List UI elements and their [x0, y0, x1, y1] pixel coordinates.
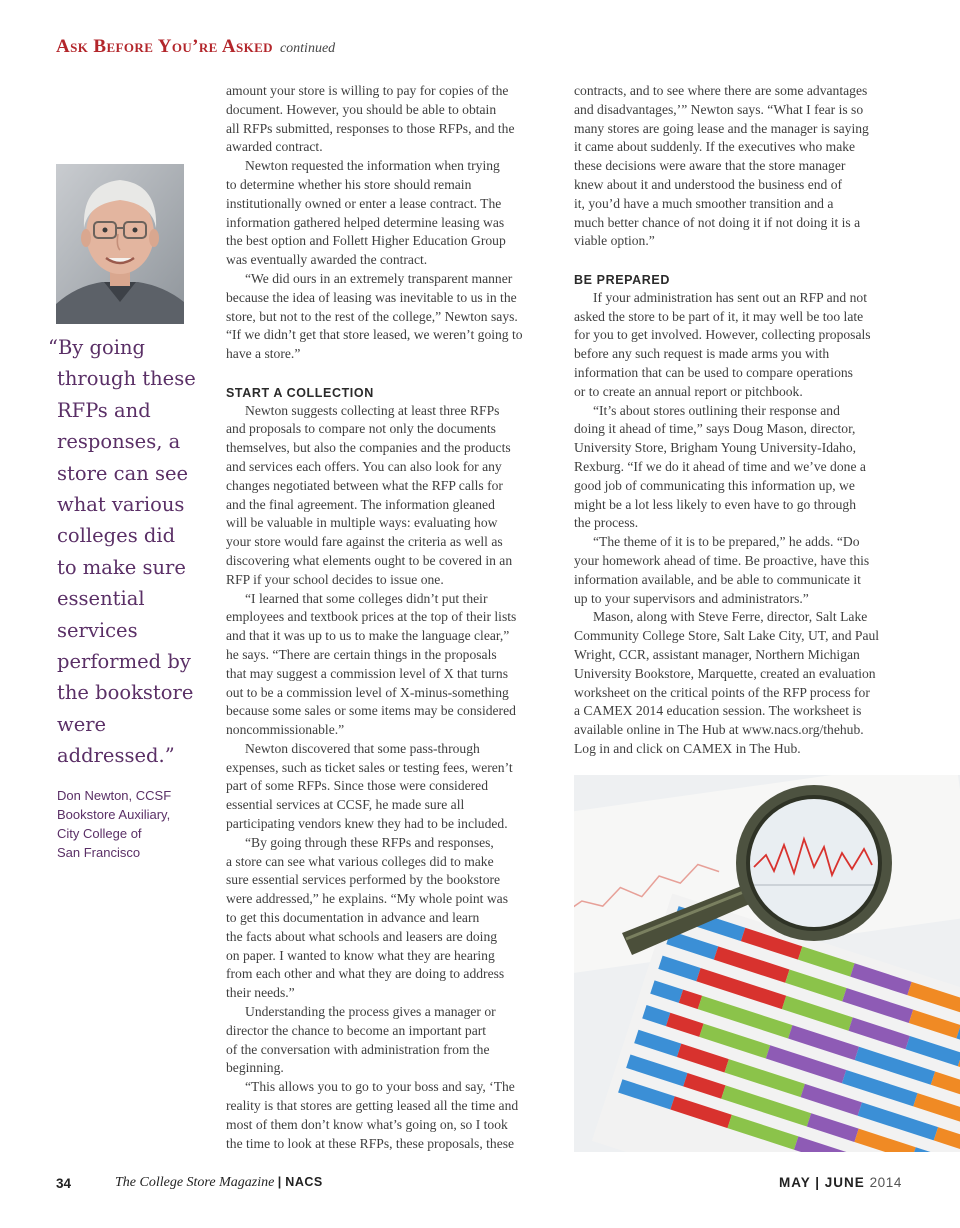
body-text-line: information gathered helped determine leasing was [226, 214, 505, 230]
pull-quote-line: colleges did [57, 524, 176, 548]
body-text-line: and the final agreement. The information gleaned [226, 496, 495, 512]
body-text-line: on paper. I wanted to know what they are hearing [226, 947, 495, 963]
body-text-line: the time to look at these RFPs, these proposals, these [226, 1135, 515, 1151]
body-text-line: noncommissionable.” [226, 722, 345, 738]
body-text-line: worksheet on the critical points of the RFP process for [574, 684, 870, 700]
pull-quote-line: performed by [57, 650, 191, 674]
attribution-line: Don Newton, CCSF [57, 788, 172, 803]
body-text-line: up to your supervisors and administrators.” [574, 590, 809, 606]
body-text-line: “We did ours in an extremely transparent manner [245, 270, 513, 286]
body-text-line: many stores are going lease and the manager is saying [574, 120, 869, 136]
continued-label: continued [279, 41, 336, 56]
body-text-line: beginning. [226, 1060, 284, 1076]
pull-quote-line: services [57, 618, 138, 642]
section-spacer [574, 251, 914, 270]
issue-months: MAY | JUNE [778, 1175, 865, 1190]
body-text-line: expenses, such as ticket sales or testing fees, weren’t [226, 759, 513, 775]
body-text-line: and disadvantages,’” Newton says. “What I fear is so [574, 101, 864, 117]
body-text-line: was eventually awarded the contract. [226, 252, 428, 268]
body-text-line: information that can be used to compare operations [574, 364, 853, 380]
magnifying-glass-chart-photo [574, 775, 960, 1152]
body-text-line: to determine whether his store should remain [226, 176, 472, 192]
pull-quote-line: essential [57, 587, 145, 611]
pull-quote-line: store can see [57, 461, 189, 485]
issue-date [779, 1175, 902, 1190]
body-text-line: because some sales or some items may be considered [226, 703, 516, 719]
body-text-line: and that it was up to us to make the language clear,” [226, 628, 510, 644]
body-text-line: discovering what elements ought to be covered in an [226, 552, 513, 568]
body-text-line: the process. [574, 515, 639, 531]
body-text-line: your store would fare against the criteria as well as [226, 534, 503, 550]
body-text-line: he says. “There are certain things in the proposals [226, 646, 497, 662]
body-text-line: Log in and click on CAMEX in The Hub. [574, 740, 801, 756]
body-text-line: asked the store to be part of it, it may well be too late [574, 308, 864, 324]
pull-quote-line: the bookstore [57, 681, 194, 705]
body-text-line: most of them don’t know what’s going on, so I took [226, 1116, 508, 1132]
body-text-line: doing it ahead of time,” says Doug Mason, director, [574, 421, 856, 437]
attribution-line: San Francisco [57, 845, 141, 860]
body-text-line: the best option and Follett Higher Education Group [226, 233, 506, 249]
body-text-line: their needs.” [226, 985, 295, 1001]
body-text-line: might be a lot less likely to even have to go through [574, 496, 857, 512]
body-text-line: knew about it and understood the business end of [574, 176, 843, 192]
page-number: 34 [56, 1176, 72, 1191]
body-text-line: and proposals to compare not only the documents [226, 421, 496, 437]
body-text-line: viable option.” [574, 233, 655, 249]
body-text-line: that may suggest a commission level of X that turns [226, 665, 509, 681]
body-text-line: director the chance to become an important part [226, 1022, 487, 1038]
pull-quote-line: RFPs and [57, 398, 151, 422]
body-text-line: University Store, Brigham Young University-Idaho, [574, 440, 857, 456]
body-text-line: all RFPs submitted, responses to those RFPs, and the [226, 120, 515, 136]
body-text-line: document. However, you should be able to obtain [226, 101, 497, 117]
pull-quote-line: to make sure [57, 555, 186, 579]
body-text-line: out to be a commission level of X-minus-something [226, 684, 509, 700]
body-text-line: “By going through these RFPs and responses, [245, 834, 494, 850]
pull-quote-line: “By going [48, 336, 146, 359]
body-text-line: before any such request is made arms you with [574, 346, 830, 362]
article-title: Ask Before You’re Asked [56, 36, 273, 57]
issue-year: 2014 [869, 1175, 902, 1190]
body-text-line: amount your store is willing to pay for copies of the [226, 83, 509, 98]
body-text-line: RFP if your school decides to issue one. [226, 571, 444, 587]
body-text-line: because the idea of leasing was inevitable to us in the [226, 289, 517, 305]
body-text-line: Wright, CCR, assistant manager, Northern Michigan [574, 646, 860, 662]
section-spacer [226, 364, 556, 383]
section-heading: BE PREPARED [574, 272, 670, 287]
body-text-line: contracts, and to see where there are some advantages [574, 83, 868, 98]
body-column-left [226, 82, 556, 1153]
running-head [56, 36, 335, 58]
body-text-line: “If we didn’t get that store leased, we weren’t going to [226, 327, 523, 343]
section-heading: START A COLLECTION [226, 385, 374, 400]
body-text-line: Newton discovered that some pass-through [245, 740, 480, 756]
body-text-line: University Bookstore, Marquette, created an evaluation [574, 665, 876, 681]
pull-quote-line: what various [57, 493, 185, 517]
body-text-line: available online in The Hub at www.nacs.org/thehub. [574, 722, 864, 738]
body-text-line: were addressed,” he explains. “My whole point was [226, 891, 508, 907]
body-text-line: it, you’d have a much smoother transition and a [574, 195, 834, 211]
body-text-line: have a store.” [226, 346, 301, 362]
pull-quote-line: addressed.” [57, 744, 175, 768]
pull-quote [48, 332, 208, 772]
body-text-line: Newton suggests collecting at least three RFPs [245, 402, 500, 418]
body-text-line: good job of communicating this information up, we [574, 477, 855, 493]
body-text-line: changes negotiated between what the RFP calls for [226, 477, 503, 493]
body-text-line: If your administration has sent out an RFP and not [593, 289, 867, 305]
attribution-line: City College of [57, 826, 142, 841]
body-text-line: themselves, but also the companies and the products [226, 440, 511, 456]
body-text-line: awarded contract. [226, 139, 323, 155]
body-text-line: for you to get involved. However, collecting proposals [574, 327, 871, 343]
body-text-line: a store can see what various colleges did to make [226, 853, 494, 869]
magnifier-over-bar-charts-illustration [574, 775, 960, 1152]
body-text-line: “It’s about stores outlining their response and [593, 402, 840, 418]
body-text-line: it came about suddenly. If the executives who make [574, 139, 856, 155]
body-text-line: participating vendors knew they had to be included. [226, 816, 508, 832]
body-text-line: much better chance of not doing it if not doing it is a [574, 214, 861, 230]
pull-quote-line: were [57, 712, 107, 736]
body-text-line: or to create an annual report or pitchbook. [574, 383, 803, 399]
body-text-line: Newton requested the information when trying [245, 158, 500, 174]
body-text-line: “The theme of it is to be prepared,” he adds. “Do [593, 534, 860, 550]
footer-separator: | [277, 1175, 282, 1189]
pull-quote-line: responses, a [57, 430, 181, 454]
magazine-credit [115, 1175, 323, 1191]
body-text-line: “This allows you to go to your boss and say, ‘The [245, 1079, 515, 1095]
pull-quote-attribution [57, 786, 171, 862]
body-text-line: reality is that stores are getting leased all the time and [226, 1098, 519, 1114]
body-text-line: from each other and what they are doing to address [226, 966, 505, 982]
portrait-illustration [56, 164, 184, 324]
body-text-line: information available, and be able to communicate it [574, 571, 861, 587]
body-text-line: these decisions were aware that the store manager [574, 158, 846, 174]
body-text-line: institutionally owned or enter a lease contract. The [226, 195, 502, 211]
body-text-line: “I learned that some colleges didn’t put their [245, 590, 488, 606]
body-text-line: employees and textbook prices at the top of their lists [226, 609, 517, 625]
body-text-line: and services each offers. You can also look for any [226, 458, 502, 474]
magazine-title: The College Store Magazine [115, 1175, 275, 1190]
publisher-name: NACS [285, 1175, 323, 1189]
attribution-line: Bookstore Auxiliary, [57, 807, 171, 822]
body-text-line: store, but not to the rest of the college,” Newton says. [226, 308, 518, 324]
body-text-line: Community College Store, Salt Lake City, UT, and Paul [574, 628, 880, 644]
body-column-right [574, 82, 914, 759]
body-text-line: will be valuable in multiple ways: evaluating how [226, 515, 498, 531]
pull-quote-line: through these [57, 367, 196, 391]
body-text-line: your homework ahead of time. Be proactive, have this [574, 552, 870, 568]
body-text-line: Mason, along with Steve Ferre, director, Salt Lake [593, 609, 868, 625]
page-footer [0, 1172, 960, 1196]
body-text-line: sure essential services performed by the bookstore [226, 872, 501, 888]
author-portrait-photo [56, 164, 184, 324]
body-text-line: Rexburg. “If we do it ahead of time and we’ve done a [574, 458, 866, 474]
body-text-line: Understanding the process gives a manager or [245, 1004, 496, 1020]
body-text-line: to get this documentation in advance and learn [226, 910, 480, 926]
body-text-line: part of some RFPs. Since those were considered [226, 778, 489, 794]
body-text-line: a CAMEX 2014 education session. The worksheet is [574, 703, 862, 719]
body-text-line: of the conversation with administration from the [226, 1041, 490, 1057]
body-text-line: the facts about what schools and leasers are doing [226, 928, 498, 944]
body-text-line: essential services at CCSF, he made sure all [226, 797, 465, 813]
